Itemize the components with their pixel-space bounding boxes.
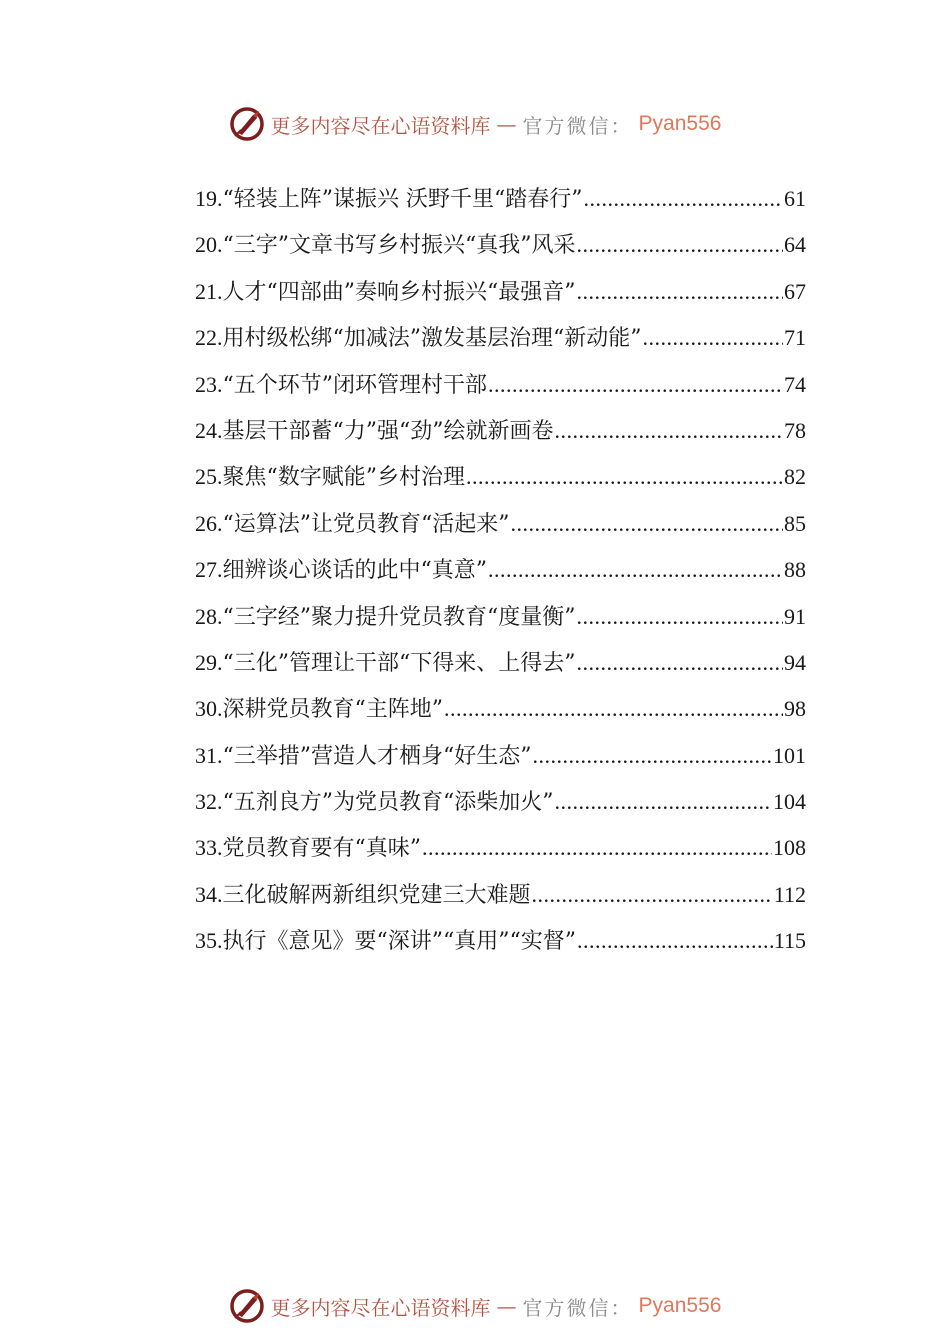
toc-leader-dots: [555, 789, 773, 815]
toc-entry-page: 64: [784, 232, 806, 258]
toc-entry-page: 101: [773, 742, 806, 768]
banner-main-text: 更多内容尽在心语资料库: [270, 113, 491, 138]
toc-leader-dots: [444, 696, 783, 722]
toc-entry-title: “三字”文章书写乡村振兴“真我”风采: [222, 233, 576, 259]
toc-entry-page: 108: [773, 835, 806, 861]
toc-entry[interactable]: [195, 228, 806, 274]
toc-leader-dots: [577, 232, 784, 258]
toc-entry[interactable]: [195, 460, 806, 506]
toc-leader-dots: [577, 650, 784, 676]
toc-leader-dots: [466, 464, 783, 490]
header-banner: [0, 106, 950, 142]
toc-entry-page: 67: [784, 278, 806, 304]
toc-entry[interactable]: [195, 553, 806, 599]
banner-wechat-label: 官方微信：: [522, 1295, 633, 1320]
toc-entry-title: 三化破解两新组织党建三大难题: [222, 882, 531, 908]
toc-leader-dots: [583, 186, 783, 212]
toc-entry-page: 91: [784, 603, 806, 629]
toc-leader-dots: [577, 928, 773, 954]
toc-leader-dots: [577, 604, 784, 630]
toc-entry-number: 26.: [195, 510, 223, 536]
table-of-contents: [195, 182, 806, 971]
toc-entry-number: 30.: [195, 696, 223, 722]
toc-entry-number: 22.: [195, 325, 223, 351]
toc-leader-dots: [643, 325, 784, 351]
toc-entry-number: 31.: [195, 742, 223, 768]
banner-wechat-id: Pyan556: [638, 112, 722, 135]
toc-leader-dots: [488, 372, 783, 398]
toc-entry[interactable]: [195, 182, 806, 228]
banner-dash: —: [496, 1294, 517, 1318]
toc-entry-number: 32.: [195, 789, 223, 815]
toc-entry[interactable]: [195, 414, 806, 460]
toc-leader-dots: [422, 835, 772, 861]
toc-leader-dots: [555, 418, 784, 444]
toc-entry-page: 71: [784, 325, 806, 351]
toc-leader-dots: [488, 557, 783, 583]
banner-wechat-label: 官方微信：: [522, 113, 633, 138]
banner-wechat-id: Pyan556: [638, 1294, 722, 1317]
toc-entry[interactable]: [195, 321, 806, 367]
toc-entry-page: 82: [784, 464, 806, 490]
toc-entry-title: 党员教育要有“真味”: [222, 836, 421, 862]
toc-entry-page: 78: [784, 417, 806, 443]
toc-entry-number: 19.: [195, 186, 223, 211]
toc-leader-dots: [533, 743, 773, 769]
toc-entry-title: “运算法”让党员教育“活起来”: [222, 511, 510, 537]
toc-entry-page: 115: [773, 928, 806, 954]
toc-entry[interactable]: [195, 507, 806, 553]
toc-entry[interactable]: [195, 924, 806, 970]
toc-entry-page: 85: [784, 510, 806, 536]
toc-entry-number: 25.: [195, 464, 223, 490]
toc-entry-page: 61: [784, 186, 806, 211]
banner-main-text: 更多内容尽在心语资料库: [270, 1295, 491, 1320]
toc-entry-title: 基层干部蓄“力”强“劲”绘就新画卷: [222, 418, 554, 444]
toc-entry-title: 深耕党员教育“主阵地”: [222, 697, 443, 723]
toc-entry-number: 35.: [195, 928, 223, 954]
toc-entry[interactable]: [195, 368, 806, 414]
toc-entry-title: 聚焦“数字赋能”乡村治理: [222, 465, 465, 491]
toc-entry-page: 98: [784, 696, 806, 722]
toc-entry-title: 用村级松绑“加减法”激发基层治理“新动能”: [222, 326, 642, 352]
toc-entry-title: “轻装上阵”谋振兴 沃野千里“踏春行”: [222, 187, 583, 212]
toc-entry[interactable]: [195, 600, 806, 646]
toc-entry[interactable]: [195, 831, 806, 877]
toc-entry-page: 104: [773, 789, 806, 815]
toc-entry-title: 执行《意见》要“深讲”“真用”“实督”: [222, 929, 576, 955]
toc-leader-dots: [511, 511, 784, 537]
toc-entry-number: 24.: [195, 417, 223, 443]
toc-entry-title: “五剂良方”为党员教育“添柴加火”: [222, 790, 554, 816]
footer-banner: [0, 1288, 950, 1324]
toc-entry-page: 94: [784, 649, 806, 675]
toc-entry-number: 23.: [195, 371, 223, 397]
toc-leader-dots: [577, 279, 784, 305]
toc-entry-number: 27.: [195, 557, 223, 583]
toc-entry[interactable]: [195, 739, 806, 785]
toc-entry-number: 34.: [195, 881, 223, 907]
toc-entry-title: “三举措”营造人才栖身“好生态”: [222, 743, 532, 769]
toc-entry-number: 29.: [195, 649, 223, 675]
toc-entry-title: “三字经”聚力提升党员教育“度量衡”: [222, 604, 576, 630]
toc-entry-page: 88: [784, 557, 806, 583]
toc-entry[interactable]: [195, 785, 806, 831]
toc-entry[interactable]: [195, 275, 806, 321]
toc-entry[interactable]: [195, 646, 806, 692]
toc-entry-page: 112: [773, 881, 806, 907]
toc-entry-title: “五个环节”闭环管理村干部: [222, 372, 487, 398]
toc-entry-number: 28.: [195, 603, 223, 629]
toc-entry-title: “三化”管理让干部“下得来、上得去”: [222, 650, 576, 676]
toc-entry-number: 20.: [195, 232, 223, 258]
toc-entry[interactable]: [195, 878, 806, 924]
quill-logo-icon: [229, 1288, 265, 1324]
toc-entry-title: 人才“四部曲”奏响乡村振兴“最强音”: [222, 279, 576, 305]
toc-leader-dots: [532, 882, 773, 908]
quill-logo-icon: [229, 106, 265, 142]
toc-entry-title: 细辨谈心谈话的此中“真意”: [222, 558, 487, 584]
toc-entry-page: 74: [784, 371, 806, 397]
toc-entry-number: 33.: [195, 835, 223, 861]
toc-entry[interactable]: [195, 692, 806, 738]
toc-entry-number: 21.: [195, 278, 223, 304]
banner-dash: —: [496, 112, 517, 136]
